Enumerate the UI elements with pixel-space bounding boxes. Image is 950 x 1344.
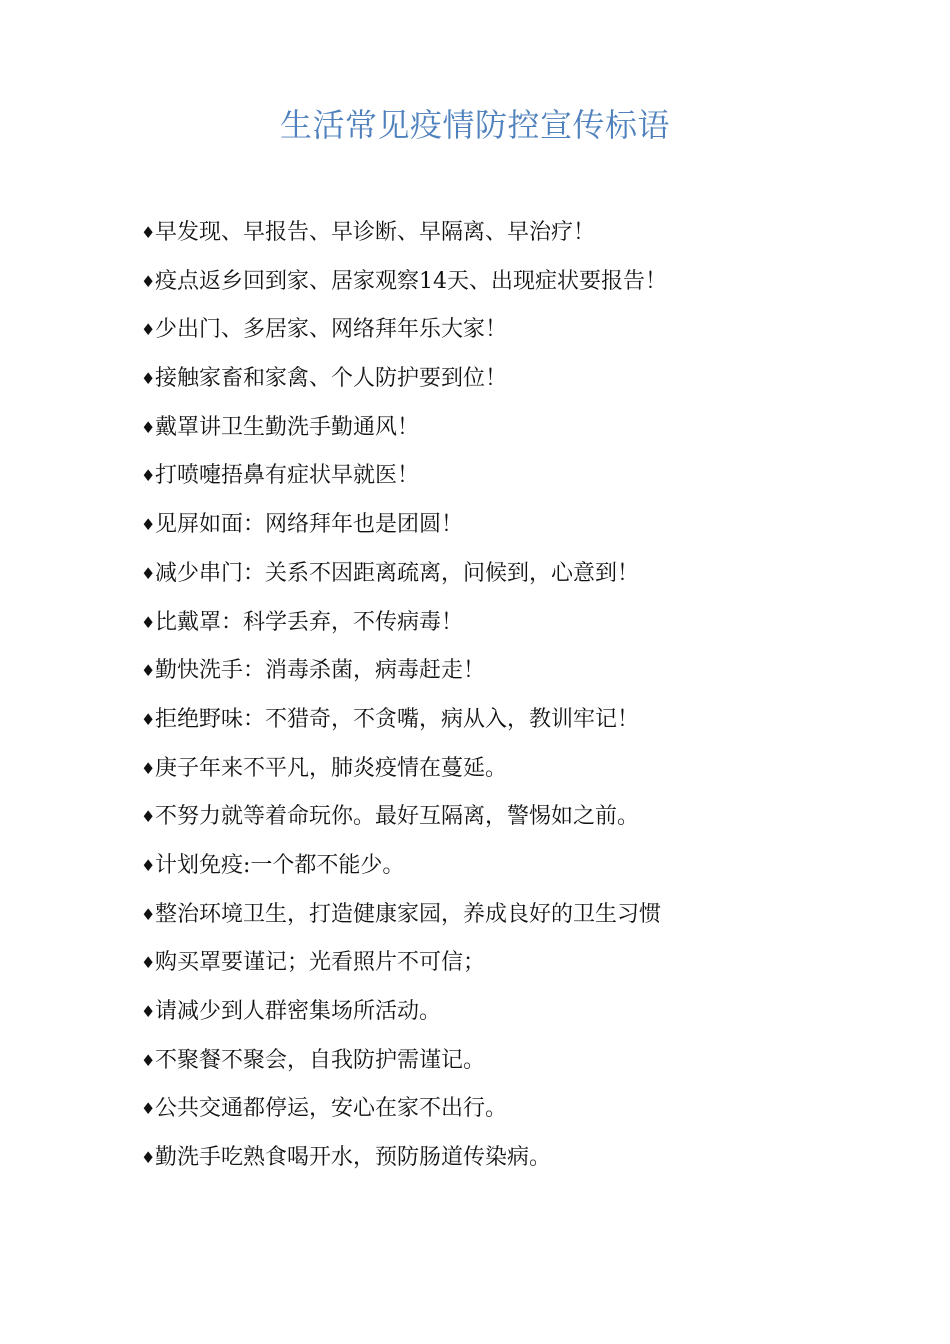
diamond-bullet-icon: ♦ [141, 320, 156, 340]
list-item [141, 702, 841, 751]
diamond-bullet-icon: ♦ [141, 904, 156, 924]
diamond-bullet-icon: ♦ [141, 271, 156, 291]
slogan-text: 戴罩讲卫生勤洗手勤通风！ [155, 414, 420, 440]
list-item [141, 215, 841, 264]
list-item [141, 751, 841, 800]
diamond-bullet-icon: ♦ [141, 1002, 156, 1021]
list-item [141, 897, 841, 946]
slogan-text: 勤洗手吃熟食喝开水，预防肠道传染病。 [155, 1145, 552, 1171]
diamond-bullet-icon: ♦ [141, 807, 156, 827]
diamond-bullet-icon: ♦ [141, 466, 156, 486]
slogan-text: 勤快洗手：消毒杀菌，病毒赶走！ [155, 658, 486, 684]
diamond-bullet-icon: ♦ [141, 709, 156, 729]
slogan-text: 少出门、多居家、网络拜年乐大家！ [155, 317, 508, 343]
slogan-text: 请减少到人群密集场所活动。 [155, 999, 442, 1024]
slogan-text: 疫点返乡回到家、居家观察14天、出现症状要报告！ [155, 268, 667, 294]
diamond-bullet-icon: ♦ [141, 1148, 156, 1168]
list-item [141, 458, 841, 507]
slogan-text: 不努力就等着命玩你。最好互隔离，警惕如之前。 [155, 804, 640, 830]
slogan-text: 见屏如面：网络拜年也是团圆！ [155, 512, 464, 538]
slogan-list [141, 215, 841, 1189]
slogan-text: 打喷嚏捂鼻有症状早就医！ [155, 463, 420, 489]
list-item [141, 410, 841, 459]
slogan-text: 拒绝野味：不猎奇，不贪嘴，病从入，教训牢记！ [155, 706, 640, 732]
list-item [141, 1043, 841, 1092]
slogan-text: 比戴罩：科学丢弃，不传病毒！ [155, 609, 464, 635]
list-item [141, 848, 841, 897]
diamond-bullet-icon: ♦ [141, 369, 156, 389]
list-item [141, 605, 841, 654]
list-item [141, 1091, 841, 1140]
list-item [141, 507, 841, 556]
diamond-bullet-icon: ♦ [141, 661, 156, 681]
slogan-text: 整治环境卫生，打造健康家园，养成良好的卫生习惯 [155, 901, 662, 927]
list-item [141, 653, 841, 702]
diamond-bullet-icon: ♦ [141, 758, 156, 778]
diamond-bullet-icon: ♦ [141, 1099, 156, 1119]
slogan-text: 庚子年来不平凡，肺炎疫情在蔓延。 [155, 755, 508, 781]
diamond-bullet-icon: ♦ [141, 417, 156, 437]
list-item [141, 1140, 841, 1189]
diamond-bullet-icon: ♦ [141, 563, 156, 583]
list-item [141, 361, 841, 410]
slogan-text: 接触家畜和家禽、个人防护要到位！ [155, 366, 508, 392]
list-item [141, 556, 841, 605]
list-item [141, 994, 841, 1043]
list-item [141, 264, 841, 313]
list-item [141, 799, 841, 848]
diamond-bullet-icon: ♦ [141, 1050, 156, 1070]
slogan-text: 不聚餐不聚会，自我防护需谨记。 [155, 1047, 486, 1073]
list-item [141, 312, 841, 361]
diamond-bullet-icon: ♦ [141, 223, 156, 242]
page-title: 生活常见疫情防控宣传标语 [279, 106, 670, 144]
slogan-text: 早发现、早报告、早诊断、早隔离、早治疗！ [155, 220, 596, 245]
slogan-text: 减少串门：关系不因距离疏离，问候到，心意到！ [155, 560, 640, 586]
slogan-text: 公共交通都停运，安心在家不出行。 [155, 1096, 508, 1122]
diamond-bullet-icon: ♦ [141, 612, 156, 632]
slogan-text: 计划免疫:一个都不能少。 [155, 852, 405, 878]
slogan-text: 购买罩要谨记；光看照片不可信； [155, 950, 486, 976]
list-item [141, 945, 841, 994]
diamond-bullet-icon: ♦ [141, 953, 156, 973]
diamond-bullet-icon: ♦ [141, 515, 156, 535]
diamond-bullet-icon: ♦ [141, 855, 156, 875]
